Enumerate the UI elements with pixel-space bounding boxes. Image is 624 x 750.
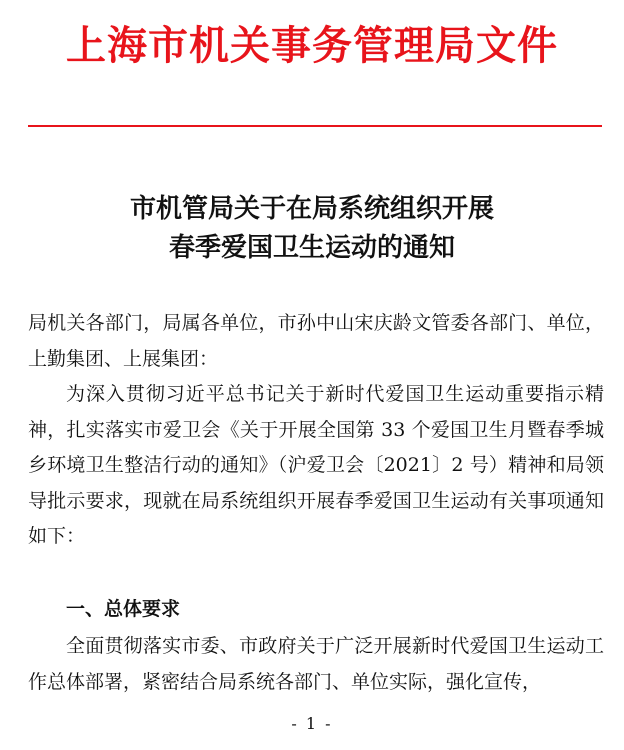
document-title: [0, 190, 624, 268]
intro-paragraph: [28, 377, 604, 555]
salutation-paragraph: [28, 306, 604, 377]
page-number: - 1 -: [291, 714, 333, 733]
document-title-line-2: 春季爱国卫生运动的通知: [168, 233, 455, 263]
document-header-title: 上海市机关事务管理局文件: [66, 22, 558, 69]
document-title-line-1: 市机管局关于在局系统组织开展: [129, 194, 494, 224]
section-paragraph: [28, 629, 604, 700]
salutation-text: 局机关各部门，局属各单位，市孙中山宋庆龄文管委各部门、单位，上勤集团、上展集团：: [28, 312, 604, 370]
header-red-rule: [28, 125, 602, 127]
section-heading-general-requirements: 一、总体要求: [66, 598, 181, 620]
section-text: 全面贯彻落实市委、市政府关于广泛开展新时代爱国卫生运动工作总体部署，紧密结合局系统各部门、单位实际，强化宣传，: [28, 635, 604, 693]
intro-text: 为深入贯彻习近平总书记关于新时代爱国卫生运动重要指示精神，扎实落实市爱卫会《关于开展全国第 33 个爱国卫生月暨春季城乡环境卫生整洁行动的通知》（沪爱卫会〔2021〕2 号）精神和局领导批示要求，现就在局系统组织开展春季爱国卫生运动有关事项通知如下：: [28, 383, 604, 547]
